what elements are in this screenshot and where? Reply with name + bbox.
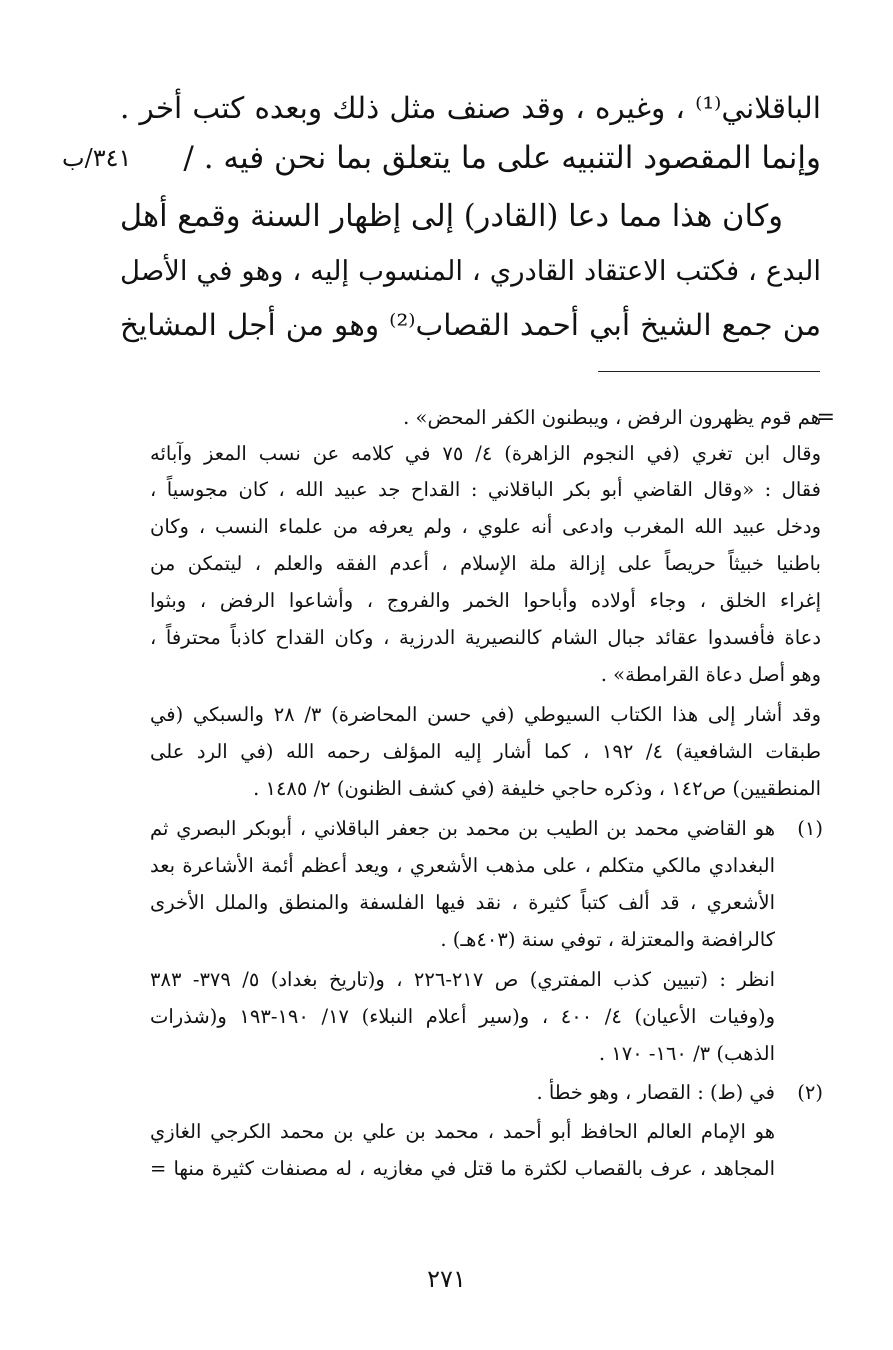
footnote-line: طبقات الشافعية) ٤/ ١٩٢ ، كما أشار إليه المؤلف رحمه الله (في الرد على <box>150 740 821 763</box>
footnote-line: كالرافضة والمعتزلة ، توفي سنة (٤٠٣هـ) . <box>440 928 775 951</box>
footnote-line: انظر : (تبيين كذب المفتري) ص ٢١٧-٢٢٦ ، و(تاريخ بغداد) ٥/ ٣٧٩- ٣٨٣ <box>150 968 775 991</box>
footnote-line: في (ط) : القصار ، وهو خطأ . <box>536 1081 775 1104</box>
footnote-line: و(وفيات الأعيان) ٤/ ٤٠٠ ، و(سير أعلام النبلاء) ١٧/ ١٩٠-١٩٣ و(شذرات <box>150 1005 775 1028</box>
main-text-line: وإنما المقصود التنبيه على ما يتعلق بما نحن فيه . / <box>183 140 821 176</box>
main-text-line: البدع ، فكتب الاعتقاد القادري ، المنسوب إليه ، وهو في الأصل <box>120 255 821 287</box>
footnote-line: الذهب) ٣/ ١٦٠- ١٧٠ . <box>598 1042 775 1065</box>
footnote-line: فقال : «وقال القاضي أبو بكر الباقلاني : القداح جد عبيد الله ، كان مجوسياً ، <box>150 478 821 501</box>
footnote-line: هم قوم يظهرون الرفض ، ويبطنون الكفر المحض» . <box>403 406 821 429</box>
footnote-line: وقال ابن تغري (في النجوم الزاهرة) ٤/ ٧٥ في كلامه عن نسب المعز وآبائه <box>150 442 821 465</box>
main-text-line: الباقلاني⁽¹⁾ ، وغيره ، وقد صنف مثل ذلك وبعده كتب أخر . <box>120 91 821 125</box>
footnote-line: باطنيا خبيثاً حريصاً على إزالة ملة الإسلام ، أعدم الفقه والعلم ، ليتمكن من <box>150 552 821 575</box>
footnote-line: المنطقيين) ص١٤٢ ، وذكره حاجي خليفة (في كشف الظنون) ٢/ ١٤٨٥ . <box>253 777 821 800</box>
footnote-number: (١) <box>797 817 823 840</box>
main-text-line: وكان هذا مما دعا (القادر) إلى إظهار السنة وقمع أهل <box>120 199 783 234</box>
footnote-line: هو الإمام العالم الحافظ أبو أحمد ، محمد بن علي بن محمد الكرجي الغازي <box>150 1120 775 1143</box>
manuscript-folio-marker: ٣٤١/ب <box>62 144 132 172</box>
footnote-line: إغراء الخلق ، وجاء أولاده وأباحوا الخمر والفروج ، وأشاعوا الرفض ، وبثوا <box>150 589 821 612</box>
footnote-line: هو القاضي محمد بن الطيب بن محمد بن جعفر الباقلاني ، أبوبكر البصري ثم <box>150 817 775 840</box>
footnote-line: وهو أصل دعاة القرامطة» . <box>600 663 821 686</box>
continuation-mark: = <box>816 405 835 430</box>
footnote-line: وقد أشار إلى هذا الكتاب السيوطي (في حسن المحاضرة) ٣/ ٢٨ والسبكي (في <box>150 703 821 726</box>
footnote-line: البغدادي مالكي متكلم ، على مذهب الأشعري ، ويعد أعظم أئمة الأشاعرة بعد <box>150 854 775 877</box>
footnote-line: المجاهد ، عرف بالقصاب لكثرة ما قتل في مغازيه ، له مصنفات كثيرة منها = <box>150 1157 775 1180</box>
footnote-number: (٢) <box>797 1081 823 1104</box>
footnote-line: دعاة فأفسدوا عقائد جبال الشام كالنصيرية الدرزية ، وكان القداح كاذباً محترفاً ، <box>150 626 821 649</box>
footnote-line: ودخل عبيد الله المغرب وادعى أنه علوي ، ولم يعرفه من علماء النسب ، وكان <box>150 515 821 538</box>
main-text-line: من جمع الشيخ أبي أحمد القصاب⁽²⁾ وهو من أجل المشايخ <box>120 308 821 342</box>
page-number: ٢٧١ <box>427 1265 466 1293</box>
footnote-line: الأشعري ، قد ألف كتباً كثيرة ، نقد فيها الفلسفة والمنطق والملل الأخرى <box>150 891 775 914</box>
footnote-divider <box>598 371 820 372</box>
